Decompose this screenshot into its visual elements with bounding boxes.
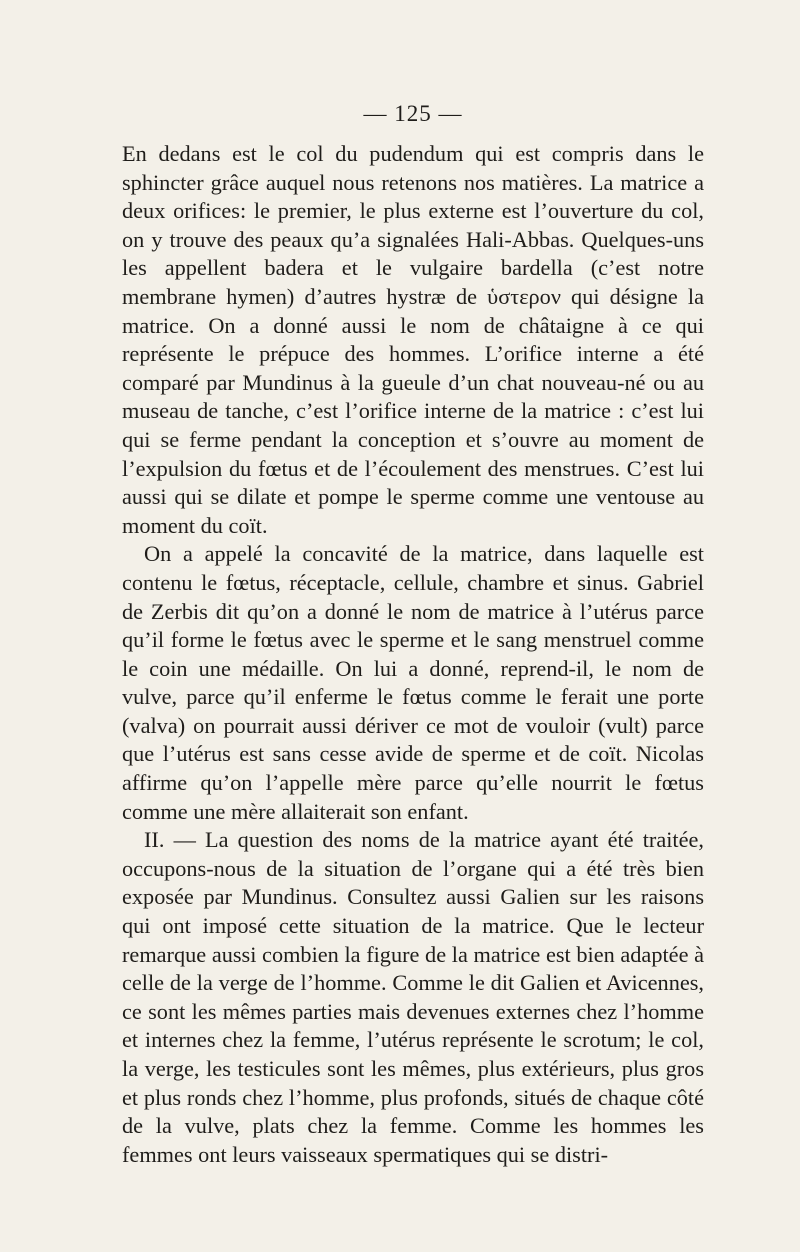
page-number: — 125 — (363, 101, 463, 126)
paragraph-2: On a appelé la concavité de la matrice, dans laquelle est contenu le fœtus, réceptacle, cellule, chambre et sinus. Gabriel de Zerbis dit qu’on a donné le nom de matrice à l’utérus parce qu’il forme le fœtus avec le sperme et le sang menstruel comme le coin une médaille. On lui a donné, reprend-il, le nom de vulve, parce qu’il enferme le fœtus comme le ferait une porte (valva) on pourrait aussi dériver ce mot de vouloir (vult) parce que l’utérus est sans cesse avide de sperme et de coït. Nicolas affirme qu’on l’appelle mère parce qu’elle nourrit le fœtus comme une mère allaiterait son enfant. (122, 541, 704, 824)
paragraph-1: En dedans est le col du pudendum qui est compris dans le sphincter grâce auquel nous retenons nos matières. La matrice a deux orifices: le premier, le plus externe est l’ouverture du col, on y trouve des peaux qu’a signalées Hali-Abbas. Quelques-uns les appellent badera et le vulgaire bardella (c’est notre membrane hymen) d’autres hystræ de ὑστερον qui désigne la matrice. On a donné aussi le nom de châtaigne à ce qui représente le prépuce des hommes. L’orifice interne a été comparé par Mundinus à la gueule d’un chat nouveau-né ou au museau de tanche, c’est l’orifice interne de la matrice : c’est lui qui se ferme pendant la conception et s’ouvre au moment de l’expulsion du fœtus et de l’écoulement des menstrues. C’est lui aussi qui se dilate et pompe le sperme comme une ventouse au moment du coït. (122, 141, 704, 538)
body-text (122, 140, 704, 1169)
paragraph-3: II. — La question des noms de la matrice ayant été traitée, occupons-nous de la situation de l’organe qui a été très bien exposée par Mundinus. Consultez aussi Galien sur les raisons qui ont imposé cette situation de la matrice. Que le lecteur remarque aussi combien la figure de la matrice est bien adaptée à celle de la verge de l’homme. Comme le dit Galien et Avicennes, ce sont les mêmes parties mais devenues externes chez l’homme et internes chez la femme, l’utérus représente le scrotum; le col, la verge, les testicules sont les mêmes, plus extérieurs, plus gros et plus ronds chez l’homme, plus profonds, situés de chaque côté de la vulve, plats chez la femme. Comme les hommes les femmes ont leurs vaisseaux spermatiques qui se distri- (122, 827, 704, 1167)
